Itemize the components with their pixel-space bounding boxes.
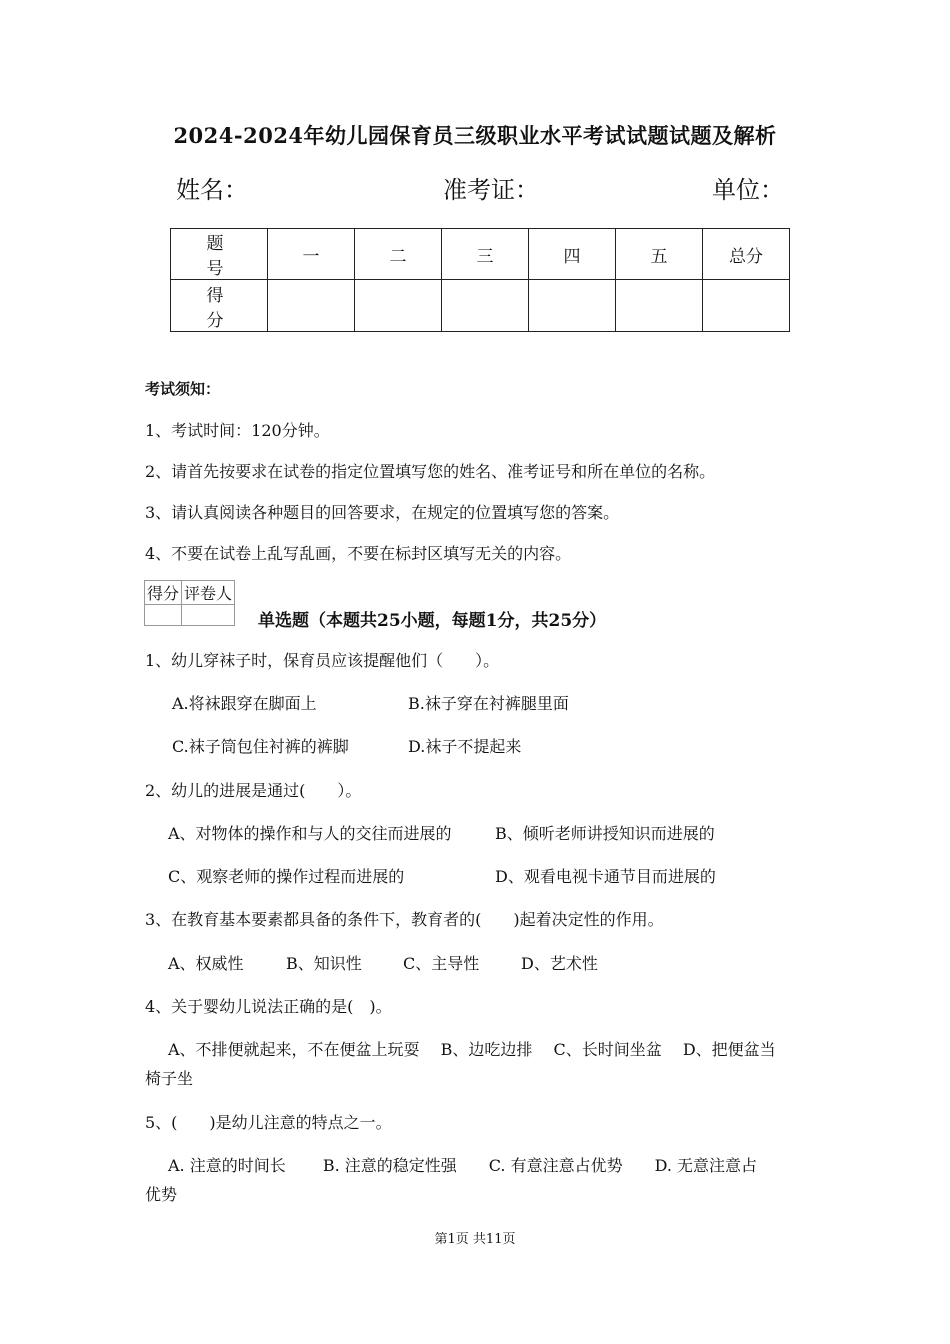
unit-field-label: 单位： xyxy=(712,176,784,204)
score-cell[interactable] xyxy=(268,280,355,332)
grader-box xyxy=(144,580,235,626)
question-stem: 4、关于婴幼儿说法正确的是( )。 xyxy=(145,997,392,1016)
answer-option: A、权威性 xyxy=(168,954,244,973)
score-cell[interactable] xyxy=(442,280,529,332)
score-table-header-cell: 一 xyxy=(268,229,355,280)
notice-item: 4、不要在试卷上乱写乱画，不要在标封区填写无关的内容。 xyxy=(145,544,572,563)
grader-reviewer-cell[interactable] xyxy=(182,605,235,626)
score-cell[interactable] xyxy=(529,280,616,332)
question-stem: 1、幼儿穿袜子时，保育员应该提醒他们（ ）。 xyxy=(145,651,500,670)
answer-option: C、观察老师的操作过程而进展的 xyxy=(168,867,405,886)
answer-option: D.袜子不提起来 xyxy=(408,737,522,756)
section-title: 单选题（本题共25小题，每题1分，共25分） xyxy=(258,611,607,631)
answer-option: A、对物体的操作和与人的交往而进展的 xyxy=(168,824,452,843)
grader-reviewer-label: 评卷人 xyxy=(182,581,235,605)
score-table-score-label: 得 分 xyxy=(171,280,268,332)
score-table xyxy=(170,228,790,332)
score-cell[interactable] xyxy=(355,280,442,332)
notice-item: 1、考试时间：120分钟。 xyxy=(145,421,330,440)
notice-title: 考试须知： xyxy=(145,380,221,398)
score-table-header-cell: 五 xyxy=(616,229,703,280)
question-stem: 2、幼儿的进展是通过( ）。 xyxy=(145,781,362,800)
answer-option: C、主导性 xyxy=(403,954,480,973)
score-table-header-cell: 二 xyxy=(355,229,442,280)
score-table-header-label: 题 号 xyxy=(171,229,268,280)
answer-option: D、艺术性 xyxy=(521,954,598,973)
answer-options-line: A、不排便就起来，不在便盆上玩耍 B、边吃边排 C、长时间坐盆 D、把便盆当 xyxy=(168,1040,776,1059)
answer-option: D、观看电视卡通节目而进展的 xyxy=(495,867,716,886)
page-footer: 第1页 共11页 xyxy=(434,1232,516,1247)
name-field-label: 姓名： xyxy=(176,176,248,204)
answer-options-line: A. 注意的时间长 B. 注意的稳定性强 C. 有意注意占优势 D. 无意注意占 xyxy=(168,1156,758,1175)
answer-option: B、倾听老师讲授知识而进展的 xyxy=(495,824,715,843)
score-cell[interactable] xyxy=(703,280,790,332)
answer-option: A.将袜跟穿在脚面上 xyxy=(172,694,317,713)
notice-item: 2、请首先按要求在试卷的指定位置填写您的姓名、准考证号和所在单位的名称。 xyxy=(145,462,716,481)
notice-item: 3、请认真阅读各种题目的回答要求，在规定的位置填写您的答案。 xyxy=(145,503,620,522)
answer-option: B、知识性 xyxy=(286,954,362,973)
score-table-header-row xyxy=(171,229,790,280)
score-cell[interactable] xyxy=(616,280,703,332)
answer-options-line: 优势 xyxy=(145,1185,178,1204)
question-stem: 3、在教育基本要素都具备的条件下，教育者的( )起着决定性的作用。 xyxy=(145,910,664,929)
page-title: 2024-2024年幼儿园保育员三级职业水平考试试题试题及解析 xyxy=(173,123,777,148)
answer-options-line: 椅子坐 xyxy=(145,1069,194,1088)
answer-option: C.袜子筒包住衬裤的裤脚 xyxy=(172,737,349,756)
grader-score-label: 得分 xyxy=(145,581,182,605)
exam-number-field-label: 准考证： xyxy=(443,176,539,204)
question-stem: 5、( )是幼儿注意的特点之一。 xyxy=(145,1113,392,1132)
score-table-header-cell: 四 xyxy=(529,229,616,280)
score-table-score-row xyxy=(171,280,790,332)
score-table-header-cell: 总分 xyxy=(703,229,790,280)
grader-score-cell[interactable] xyxy=(145,605,182,626)
answer-option: B.袜子穿在衬裤腿里面 xyxy=(408,694,569,713)
score-table-header-cell: 三 xyxy=(442,229,529,280)
